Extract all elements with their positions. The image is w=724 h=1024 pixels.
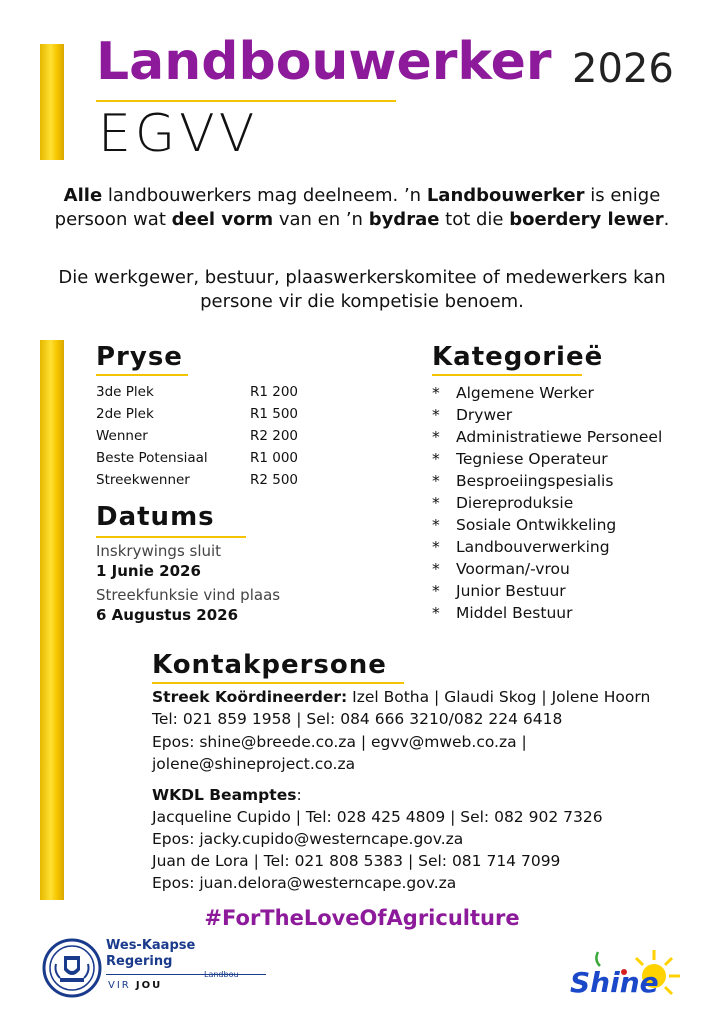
category-label: Tegniese Operateur <box>456 450 608 468</box>
regional-phone: Tel: 021 859 1958 | Sel: 084 666 3210/082 224 6418 <box>152 710 563 728</box>
bullet-icon: * <box>432 560 440 578</box>
intro-text-bold: Alle <box>63 185 103 206</box>
category-label: Besproeiingspesialis <box>456 472 614 490</box>
category-item <box>432 450 608 468</box>
categories-heading-underline <box>432 374 582 376</box>
wkdl-email: Epos: jacky.cupido@westerncape.gov.za <box>152 830 464 848</box>
prize-label: 3de Plek <box>96 384 154 400</box>
category-label: Voorman/-vrou <box>456 560 570 578</box>
wkdl-officials-label: WKDL Beamptes <box>152 786 297 804</box>
intro-text: landbouwerkers mag deelneem. ’n <box>102 185 427 206</box>
wkdl-colon: : <box>296 786 302 804</box>
regional-coordinators <box>152 688 650 706</box>
gov-name-line1: Wes-Kaapse <box>106 938 196 953</box>
intro-text-bold: Landbouwerker <box>426 185 585 206</box>
prizes-heading: Pryse <box>96 342 183 372</box>
gov-department: Landbou <box>204 970 239 979</box>
category-item <box>432 560 570 578</box>
bullet-icon: * <box>432 516 440 534</box>
event-label: Streekfunksie vind plaas <box>96 586 281 604</box>
intro-paragraph <box>40 184 684 232</box>
bullet-icon: * <box>432 384 440 402</box>
category-label: Drywer <box>456 406 513 424</box>
category-item <box>432 428 662 446</box>
category-label: Landbouverwerking <box>456 538 610 556</box>
wkdl-officials <box>152 786 302 804</box>
contacts-heading: Kontakpersone <box>152 650 387 680</box>
shine-wordmark: Shine <box>570 966 659 999</box>
category-item <box>432 582 566 600</box>
category-item <box>432 494 573 512</box>
page-subtitle: EGVV <box>98 104 259 164</box>
category-label: Sosiale Ontwikkeling <box>456 516 617 534</box>
intro-text-bold: bydrae <box>368 209 440 230</box>
category-label: Algemene Werker <box>456 384 594 402</box>
prize-row <box>96 428 298 444</box>
gov-tagline-a: VIR <box>108 980 136 991</box>
category-label: Administratiewe Personeel <box>456 428 663 446</box>
prize-amount: R1 000 <box>249 450 298 466</box>
gov-name-line2: Regering <box>106 954 173 969</box>
bullet-icon: * <box>432 582 440 600</box>
prizes-heading-underline <box>96 374 188 376</box>
wkdl-contact: Jacqueline Cupido | Tel: 028 425 4809 | Sel: 082 902 7326 <box>152 808 603 826</box>
prize-label: Streekwenner <box>96 472 190 488</box>
bullet-icon: * <box>432 406 440 424</box>
coat-of-arms-icon <box>42 938 102 998</box>
dates-heading-underline <box>96 536 246 538</box>
intro-text: tot die <box>439 209 510 230</box>
regional-email-cont: jolene@shineproject.co.za <box>152 755 356 773</box>
prize-amount: R2 500 <box>249 472 298 488</box>
decorative-bar-top <box>40 44 64 160</box>
dates-heading: Datums <box>96 502 215 532</box>
decorative-bar-main <box>40 340 64 900</box>
categories-heading: Kategorieë <box>432 342 604 372</box>
contacts-heading-underline <box>152 682 404 684</box>
bullet-icon: * <box>432 472 440 490</box>
prize-amount: R1 500 <box>249 406 298 422</box>
bullet-icon: * <box>432 450 440 468</box>
intro-text: . <box>663 209 670 230</box>
wkdl-email: Epos: juan.delora@westerncape.gov.za <box>152 874 457 892</box>
event-date: 6 Augustus 2026 <box>96 606 239 624</box>
category-item <box>432 384 594 402</box>
shine-logo <box>568 946 688 1002</box>
hashtag: #ForTheLoveOfAgriculture <box>204 906 520 930</box>
prize-label: 2de Plek <box>96 406 154 422</box>
category-label: Junior Bestuur <box>456 582 566 600</box>
category-label: Diereproduksie <box>456 494 574 512</box>
gov-tagline-b: JOU <box>135 980 163 991</box>
regional-coordinators-label: Streek Koördineerder: <box>152 688 348 706</box>
intro-text-bold: deel vorm <box>171 209 274 230</box>
prize-row <box>96 406 298 422</box>
wc-government-logo <box>42 936 272 1000</box>
entry-deadline-date: 1 Junie 2026 <box>96 562 201 580</box>
prize-label: Beste Potensiaal <box>96 450 208 466</box>
title-underline <box>96 100 396 102</box>
bullet-icon: * <box>432 604 440 622</box>
intro-text-bold: boerdery lewer <box>509 209 664 230</box>
prize-row <box>96 384 298 400</box>
category-label: Middel Bestuur <box>456 604 573 622</box>
gov-divider <box>106 974 266 975</box>
title-year: 2026 <box>572 46 674 92</box>
entry-deadline-label: Inskrywings sluit <box>96 542 222 560</box>
intro-text: is enige persoon wat <box>54 185 661 230</box>
prize-amount: R2 200 <box>249 428 298 444</box>
page-title: Landbouwerker <box>96 32 552 92</box>
category-item <box>432 604 572 622</box>
prize-row <box>96 472 298 488</box>
bullet-icon: * <box>432 428 440 446</box>
wkdl-contact: Juan de Lora | Tel: 021 808 5383 | Sel: 081 714 7099 <box>152 852 561 870</box>
regional-email: Epos: shine@breede.co.za | egvv@mweb.co.za | <box>152 733 527 751</box>
gov-tagline <box>108 980 162 991</box>
prize-label: Wenner <box>96 428 148 444</box>
nomination-paragraph: Die werkgewer, bestuur, plaaswerkerskomitee of medewerkers kan persone vir die kompetisie benoem. <box>58 267 666 312</box>
category-item <box>432 472 613 490</box>
prize-row <box>96 450 298 466</box>
prize-amount: R1 200 <box>249 384 298 400</box>
category-item <box>432 516 616 534</box>
bullet-icon: * <box>432 538 440 556</box>
intro-text: van en ’n <box>273 209 369 230</box>
category-item <box>432 538 610 556</box>
regional-coordinators-names: Izel Botha | Glaudi Skog | Jolene Hoorn <box>347 688 651 706</box>
bullet-icon: * <box>432 494 440 512</box>
category-item <box>432 406 512 424</box>
